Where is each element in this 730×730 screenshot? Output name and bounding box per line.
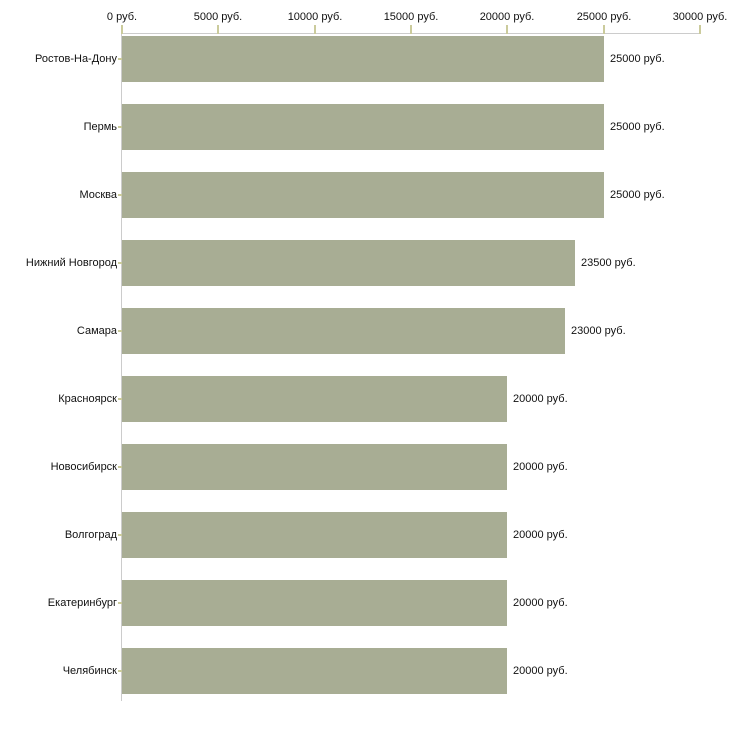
- x-axis-tick: [121, 25, 123, 34]
- x-axis-tick-label: 15000 руб.: [383, 11, 439, 23]
- category-label: Нижний Новгород: [25, 257, 117, 269]
- bar: [122, 376, 507, 422]
- bar-value-label: 20000 руб.: [513, 393, 568, 405]
- bar-value-label: 25000 руб.: [610, 53, 665, 65]
- bar: [122, 104, 604, 150]
- x-axis-tick-label: 5000 руб.: [193, 11, 243, 23]
- category-label: Новосибирск: [50, 461, 117, 473]
- x-axis-tick-label: 0 руб.: [106, 11, 138, 23]
- category-label: Красноярск: [58, 393, 117, 405]
- category-label: Екатеринбург: [47, 597, 117, 609]
- bar-value-label: 23000 руб.: [571, 325, 626, 337]
- x-axis-tick: [410, 25, 412, 34]
- bar: [122, 36, 604, 82]
- bar-value-label: 25000 руб.: [610, 189, 665, 201]
- x-axis-tick: [603, 25, 605, 34]
- category-label: Самара: [76, 325, 117, 337]
- bar: [122, 240, 575, 286]
- category-label: Волгоград: [64, 529, 117, 541]
- bar: [122, 444, 507, 490]
- bar-value-label: 20000 руб.: [513, 461, 568, 473]
- bar-value-label: 20000 руб.: [513, 529, 568, 541]
- bar-value-label: 20000 руб.: [513, 665, 568, 677]
- bar: [122, 172, 604, 218]
- x-axis-tick-label: 20000 руб.: [479, 11, 535, 23]
- x-axis-tick-label: 30000 руб.: [672, 11, 728, 23]
- category-label: Ростов-На-Дону: [34, 53, 117, 65]
- bar: [122, 648, 507, 694]
- x-axis-tick: [217, 25, 219, 34]
- bar: [122, 308, 565, 354]
- category-label: Пермь: [83, 121, 117, 133]
- bar: [122, 512, 507, 558]
- x-axis-tick: [506, 25, 508, 34]
- x-axis-tick-label: 10000 руб.: [287, 11, 343, 23]
- category-label: Москва: [79, 189, 117, 201]
- category-label: Челябинск: [62, 665, 117, 677]
- bar-value-label: 20000 руб.: [513, 597, 568, 609]
- bar-value-label: 25000 руб.: [610, 121, 665, 133]
- bar-value-label: 23500 руб.: [581, 257, 636, 269]
- x-axis-tick-label: 25000 руб.: [576, 11, 632, 23]
- x-axis-tick: [699, 25, 701, 34]
- x-axis-tick: [314, 25, 316, 34]
- bar: [122, 580, 507, 626]
